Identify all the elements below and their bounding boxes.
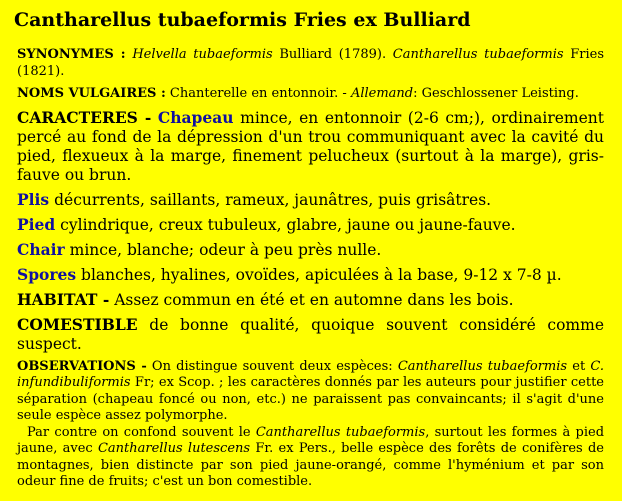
comestible-paragraph bbox=[17, 315, 604, 354]
pied-paragraph bbox=[17, 215, 604, 235]
synonymes-label: SYNONYMES : bbox=[17, 47, 126, 62]
synonymes-paragraph bbox=[17, 47, 604, 80]
pied-text: cylindrique, creux tubuleux, glabre, jaune ou jaune-fauve. bbox=[55, 215, 516, 234]
synonym-text-2: Fries (1821). bbox=[17, 47, 604, 79]
observations-text-6: Fr. ex Pers., belle espèce des forêts de conifères de montagnes, bien distincte par son pied jaune-orangé, comme l'hyménium et par son odeur fine de fruits; c'est un bon comestible. bbox=[17, 441, 604, 489]
noms-vulgaires-paragraph bbox=[17, 86, 604, 103]
noms-text-2: : Geschlossener Leisting. bbox=[413, 86, 579, 101]
observations-text-2: et bbox=[567, 358, 591, 374]
noms-text-1: Chanterelle en entonnoir. - bbox=[165, 86, 351, 101]
comestible-text: de bonne qualité, quoique souvent considéré comme suspect. bbox=[17, 315, 604, 353]
spores-term: Spores bbox=[17, 264, 77, 284]
observations-text-5: , surtout les formes à pied jaune, avec bbox=[17, 424, 605, 456]
observations-species-4: Cantharellus lutescens bbox=[97, 441, 251, 456]
observations-paragraph-2 bbox=[17, 425, 604, 491]
synonym-name-1: Helvella tubaeformis bbox=[132, 47, 273, 62]
habitat-label: HABITAT - bbox=[17, 289, 110, 309]
caracteres-label: CARACTERES - bbox=[17, 107, 152, 127]
plis-paragraph bbox=[17, 190, 604, 210]
chapeau-term: Chapeau bbox=[157, 107, 234, 127]
synonym-name-2: Cantharellus tubaeformis bbox=[392, 47, 564, 62]
observations-text-3: Fr; ex Scop. ; les caractères donnés par les auteurs pour justifier cette séparation (chapeau foncé ou non, etc.) ne paraissent pas convaincants; il s'agit d'une seule espèce assez polymorphe. bbox=[17, 375, 604, 423]
observations-text-4: Par contre on confond souvent le bbox=[27, 424, 256, 440]
plis-text: décurrents, saillants, rameux, jaunâtres, puis grisâtres. bbox=[49, 190, 492, 209]
synonym-text-1: Bulliard (1789). bbox=[272, 47, 393, 62]
chair-term: Chair bbox=[17, 239, 65, 259]
observations-label: OBSERVATIONS - bbox=[17, 358, 147, 374]
spores-text: blanches, hyalines, ovoïdes, apiculées à la base, 9-12 x 7-8 µ. bbox=[76, 265, 562, 284]
observations-species-2: C. infundibuliformis bbox=[17, 358, 604, 390]
habitat-text: Assez commun en été et en automne dans les bois. bbox=[109, 290, 514, 309]
noms-language: Allemand bbox=[350, 86, 414, 101]
spores-paragraph bbox=[17, 265, 604, 285]
observations-species-3: Cantharellus tubaeformis bbox=[255, 424, 426, 440]
observations-text-1: On distingue souvent deux espèces: bbox=[146, 358, 398, 374]
page-title: Cantharellus tubaeformis Fries ex Bulliard bbox=[14, 9, 471, 31]
chair-text: mince, blanche; odeur à peu près nulle. bbox=[64, 240, 382, 259]
chapeau-text: mince, en entonnoir (2-6 cm;), ordinairement percé au fond de la dépression d'un trou communiquant avec la cavité du pied, flexueux à la marge, finement pelucheux (surtout à la marge), gris-fauve ou brun. bbox=[17, 108, 604, 184]
plis-term: Plis bbox=[17, 189, 50, 209]
noms-vulgaires-label: NOMS VULGAIRES : bbox=[17, 86, 166, 101]
observations-paragraph bbox=[17, 359, 604, 425]
description-body bbox=[17, 47, 604, 491]
chair-paragraph bbox=[17, 240, 604, 260]
caracteres-paragraph bbox=[17, 108, 604, 185]
observations-species-1: Cantharellus tubaeformis bbox=[397, 358, 568, 374]
comestible-label: COMESTIBLE bbox=[17, 314, 138, 334]
habitat-paragraph bbox=[17, 290, 604, 310]
pied-term: Pied bbox=[17, 214, 56, 234]
